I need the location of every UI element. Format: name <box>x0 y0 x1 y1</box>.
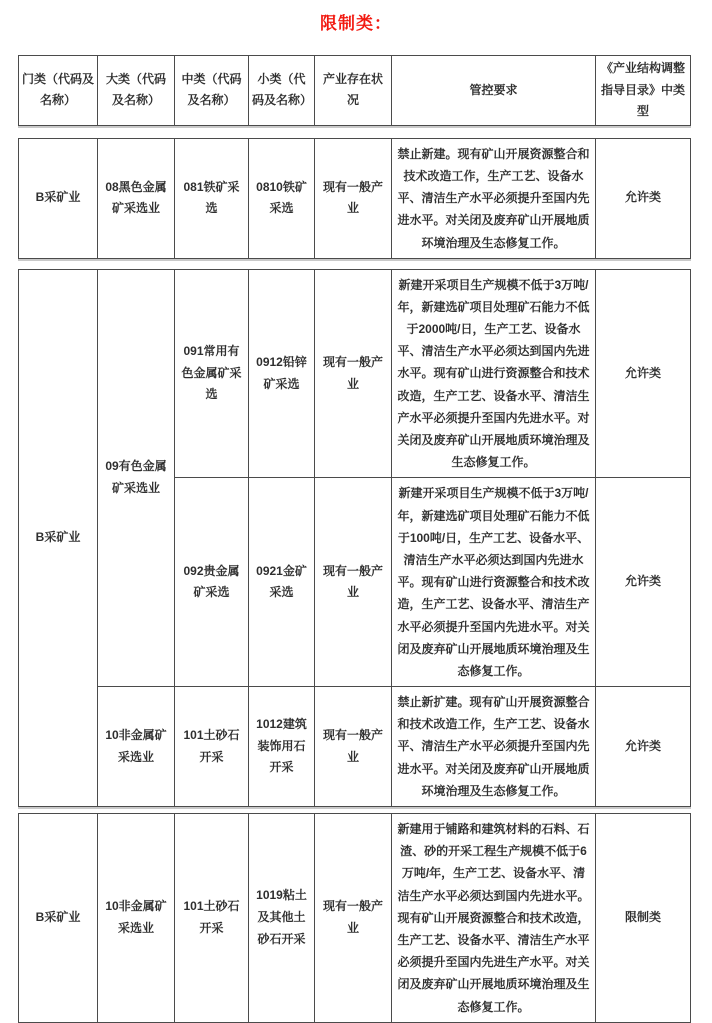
page-title: 限制类： <box>320 14 392 33</box>
header-cell-small-class: 小类（代码及名称） <box>249 56 315 126</box>
cell-middle-class: 091常用有色金属矿采选 <box>175 269 249 478</box>
header-cell-status: 产业存在状况 <box>315 56 392 126</box>
cell-catalog-type: 允许类 <box>596 478 691 687</box>
cell-major-class: 08黑色金属矿采选业 <box>98 138 175 258</box>
cell-section: B采矿业 <box>19 814 98 1023</box>
header-cell-major-class: 大类（代码及名称） <box>98 56 175 126</box>
cell-major-class: 09有色金属矿采选业 <box>98 269 175 686</box>
header-row <box>19 56 691 126</box>
table-row <box>19 269 691 478</box>
cell-middle-class: 081铁矿采选 <box>175 138 249 258</box>
header-cell-middle-class: 中类（代码及名称） <box>175 56 249 126</box>
cell-control-requirements: 新建开采项目生产规模不低于3万吨/年，新建选矿项目处理矿石能力不低于2000吨/日，生产工艺、设备水平、清洁生产水平必须达到国内先进水平。现有矿山进行资源整合和技术改造，生产工艺、设备水平、清洁生产水平必须提升至国内先进水平。对关闭及废弃矿山开展地质环境治理及生态修复工作。 <box>392 269 596 478</box>
cell-catalog-type: 允许类 <box>596 269 691 478</box>
cell-major-class: 10非金属矿采选业 <box>98 687 175 807</box>
cell-control-requirements: 禁止新建。现有矿山开展资源整合和技术改造工作，生产工艺、设备水平、清洁生产水平必须提升至国内先进水平。对关闭及废弃矿山开展地质环境治理及生态修复工作。 <box>392 138 596 258</box>
table-row <box>19 138 691 258</box>
cell-status: 现有一般产业 <box>315 687 392 807</box>
cell-small-class: 0921金矿采选 <box>249 478 315 687</box>
cell-middle-class: 101土砂石开采 <box>175 814 249 1023</box>
header-cell-catalog-type: 《产业结构调整指导目录》中类型 <box>596 56 691 126</box>
table-block-2 <box>18 269 691 807</box>
cell-small-class: 0912铅锌矿采选 <box>249 269 315 478</box>
table-block-1 <box>18 138 691 259</box>
cell-catalog-type: 允许类 <box>596 687 691 807</box>
cell-section: B采矿业 <box>19 138 98 258</box>
header-cell-control: 管控要求 <box>392 56 596 126</box>
cell-section: B采矿业 <box>19 269 98 806</box>
cell-control-requirements: 禁止新扩建。现有矿山开展资源整合和技术改造工作，生产工艺、设备水平、清洁生产水平必须提升至国内先进水平。对关闭及废弃矿山开展地质环境治理及生态修复工作。 <box>392 687 596 807</box>
cell-catalog-type: 允许类 <box>596 138 691 258</box>
header-cell-section: 门类（代码及名称） <box>19 56 98 126</box>
cell-control-requirements: 新建用于铺路和建筑材料的石料、石渣、砂的开采工程生产规模不低于6万吨/年，生产工艺、设备水平、清洁生产水平必须达到国内先进水平。现有矿山开展资源整合和技术改造，生产工艺、设备水平、清洁生产水平必须提升至国内先进生产水平。对关闭及废弃矿山开展地质环境治理及生态修复工作。 <box>392 814 596 1023</box>
cell-status: 现有一般产业 <box>315 138 392 258</box>
cell-middle-class: 092贵金属矿采选 <box>175 478 249 687</box>
cell-catalog-type: 限制类 <box>596 814 691 1023</box>
cell-small-class: 0810铁矿采选 <box>249 138 315 258</box>
cell-control-requirements: 新建开采项目生产规模不低于3万吨/年，新建选矿项目处理矿石能力不低于100吨/日，生产工艺、设备水平、清洁生产水平必须达到国内先进水平。现有矿山进行资源整合和技术改造，生产工艺、设备水平、清洁生产水平必须提升至国内先进水平。对关闭及废弃矿山开展地质环境治理及生态修复工作。 <box>392 478 596 687</box>
cell-status: 现有一般产业 <box>315 269 392 478</box>
table-header-block <box>18 55 691 126</box>
table-row <box>19 687 691 807</box>
cell-major-class: 10非金属矿采选业 <box>98 814 175 1023</box>
cell-small-class: 1012建筑装饰用石开采 <box>249 687 315 807</box>
cell-middle-class: 101土砂石开采 <box>175 687 249 807</box>
cell-status: 现有一般产业 <box>315 478 392 687</box>
table-row <box>19 814 691 1023</box>
table-block-3 <box>18 813 691 1023</box>
cell-small-class: 1019粘土及其他土砂石开采 <box>249 814 315 1023</box>
cell-status: 现有一般产业 <box>315 814 392 1023</box>
